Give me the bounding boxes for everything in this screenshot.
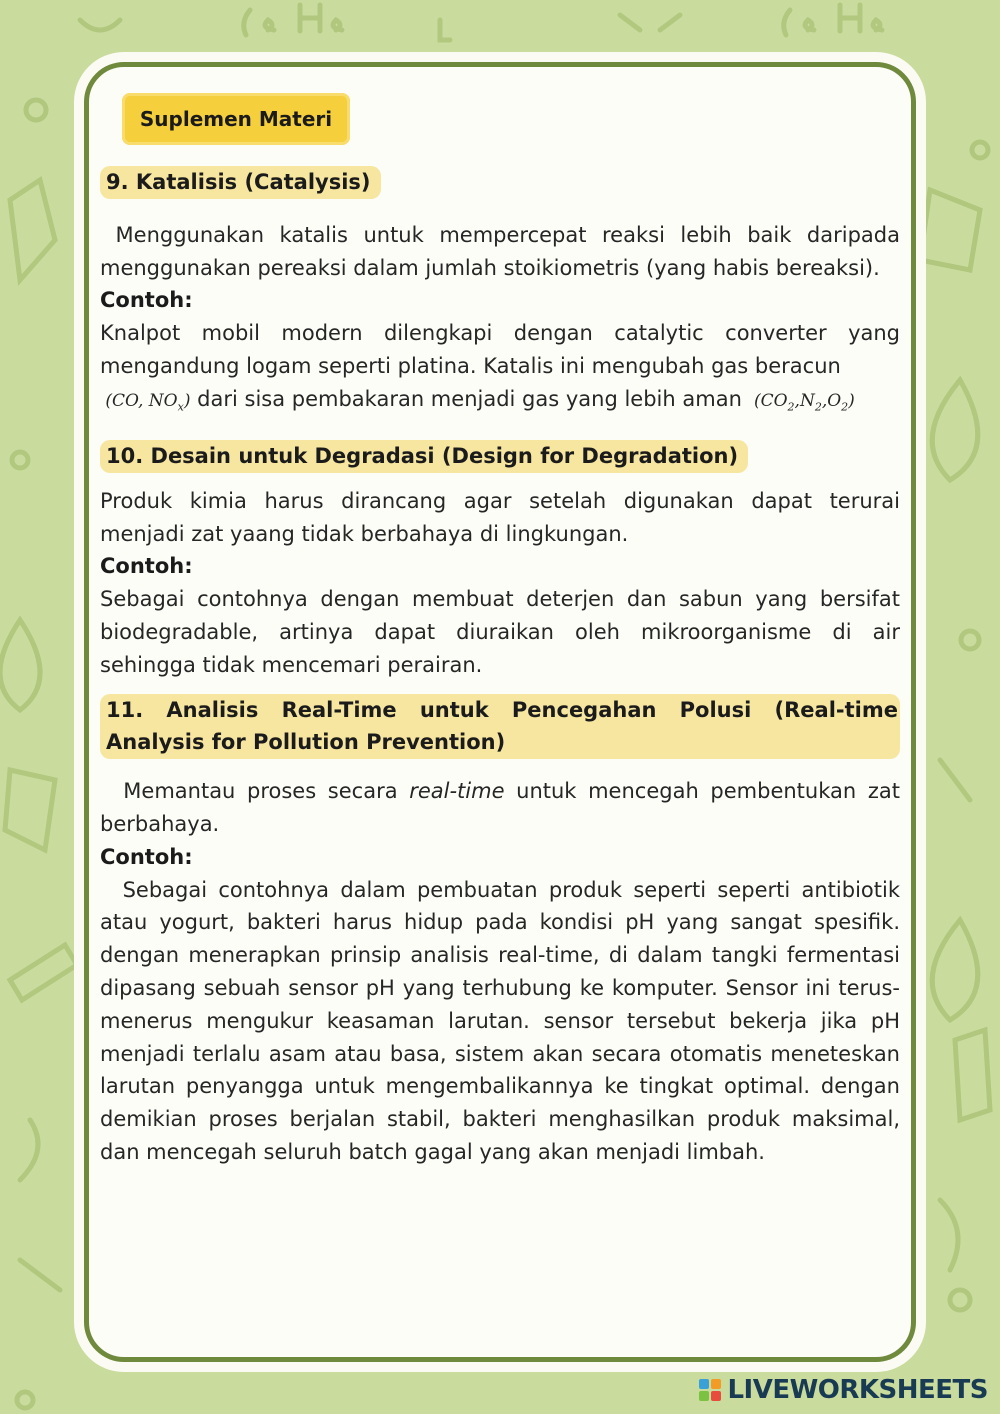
supplement-tag: Suplemen Materi [122, 93, 350, 145]
section-intro: Produk kimia harus dirancang agar setelah digunakan dapat terurai menjadi zat yaang tidak berbahaya di lingkungan. [100, 488, 900, 546]
content-body [100, 166, 900, 1169]
testtube-doodle-icon [10, 945, 77, 1000]
pollutant-formula: (CO, $NO_x$) [100, 390, 191, 414]
section-degradation [100, 440, 900, 682]
safe-gas-formula: $(CO_2,N_2,O_2)$ [748, 390, 855, 414]
section-heading: 11. Analisis Real-Time untuk Pencegahan Polusi (Real-time Analysis for Pollution Prevention) [100, 694, 900, 760]
example-text: Sebagai contohnya dalam pembuatan produk seperti seperti antibiotik atau yogurt, bakteri harus hidup pada kondisi pH yang sangat spesifik. dengan menerapkan prinsip analisis real-time, di dalam tangki fermentasi dipasang sebuah sensor pH yang terhubung ke komputer. Sensor ini terus-menerus mengukur keasaman larutan. sensor tersebut bekerja jika pH menjadi terlalu asam atau basa, sistem akan secara otomatis meneteskan larutan penyangga untuk mengembalikannya ke tingkat optimal. dengan demikian proses berjalan stabil, bakteri menghasilkan produk maksimal, dan mencegah seluruh batch gagal yang akan menjadi limbah. [100, 877, 900, 1164]
section-intro: Memantau proses secara real-time untuk mencegah pembentukan zat berbahaya. [100, 779, 900, 836]
drop-doodle-icon [932, 920, 978, 1020]
brand-icon [699, 1379, 721, 1401]
example-label: Contoh: [100, 554, 193, 579]
molecule-doodle-icon [20, 1120, 60, 1290]
section-catalysis [100, 166, 900, 424]
example-text: Sebagai contohnya dengan membuat deterjen dan sabun yang bersifat biodegradable, artinya dapat diuraikan oleh mikroorganisme di air sehingga tidak mencemari perairan. [100, 587, 900, 677]
liveworksheets-logo [699, 1372, 988, 1408]
testtube-doodle-icon [955, 1030, 990, 1120]
example-label: Contoh: [100, 844, 193, 869]
c2h2-doodle-icon [244, 5, 342, 35]
example-tail: dari sisa pembakaran menjadi gas yang lebih aman [197, 386, 742, 411]
drop-doodle-icon [0, 620, 40, 710]
brand-name: LIVEWORKSHEETS [727, 1375, 988, 1405]
example-text: Knalpot mobil modern dilengkapi dengan catalytic converter yang mengandung logam seperti platina. Katalis ini mengubah gas beracun (CO, $NO_x$) dari sisa pembakaran menjadi gas yang lebih aman $(CO_2,N_2,O_2)$ [100, 321, 900, 414]
drop-doodle-icon [932, 380, 978, 480]
c2h2-doodle-icon [784, 5, 882, 35]
flask-doodle-icon [5, 770, 55, 850]
section-realtime-analysis [100, 694, 900, 1169]
emphasis-realtime: real-time [409, 779, 505, 804]
section-heading: 9. Katalisis (Catalysis) [100, 166, 381, 199]
example-label: Contoh: [100, 288, 193, 313]
flask-doodle-icon [10, 180, 55, 280]
section-intro: Menggunakan katalis untuk mempercepat reaksi lebih baik daripada menggunakan pereaksi dalam jumlah stoikiometris (yang habis bereaksi). [100, 222, 900, 280]
section-heading: 10. Desain untuk Degradasi (Design for Degradation) [100, 440, 748, 473]
flask-doodle-icon [920, 190, 980, 270]
